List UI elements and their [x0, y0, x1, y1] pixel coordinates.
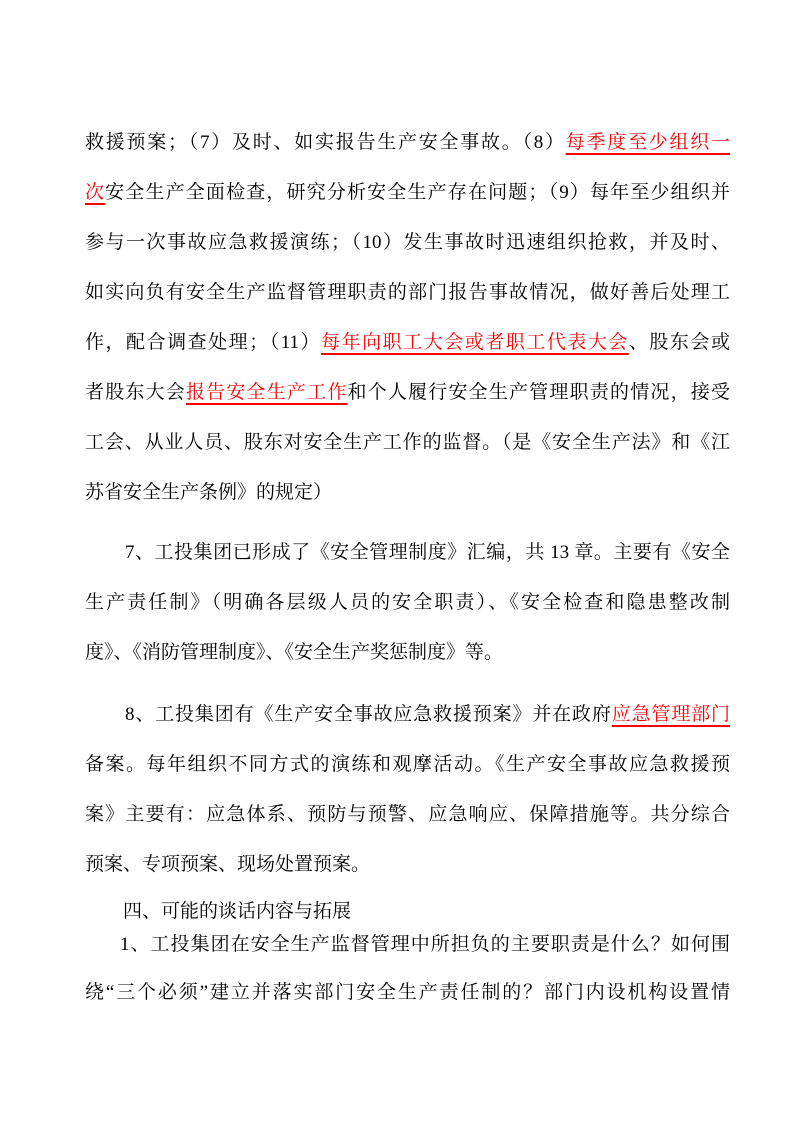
text-line: [85, 268, 730, 318]
body-text: 预案、专项预案、现场处置预案。: [85, 854, 371, 875]
paragraph-item-7: [85, 528, 730, 678]
red-underlined-text: 每季度至少组织一: [565, 132, 730, 153]
text-line: [85, 840, 730, 890]
body-text: 1、工投集团在安全生产监督管理中所担负的主要职责是什么？如何围: [120, 934, 730, 955]
paragraph-safety-duties: [85, 118, 730, 518]
body-text: 者股东大会: [85, 382, 186, 403]
text-line: [85, 921, 730, 969]
text-line: [85, 790, 730, 840]
body-text: 作，配合调查处理；（11）: [85, 332, 322, 353]
text-line: [85, 118, 730, 168]
body-text: 7、工投集团已形成了《安全管理制度》汇编，共 13 章。主要有《安全: [125, 542, 730, 563]
text-line: [85, 628, 730, 678]
body-text: 苏省安全生产条例》的规定）: [85, 482, 333, 503]
document-content: [85, 118, 730, 1017]
text-line: [85, 740, 730, 790]
body-text: 8、工投集团有《生产安全事故应急救援预案》并在政府: [125, 704, 612, 725]
paragraph-item-8: [85, 690, 730, 890]
text-line: [85, 218, 730, 268]
text-line: [85, 690, 730, 740]
body-text: 备案。每年组织不同方式的演练和观摩活动。《生产安全事故应急救援预: [85, 754, 730, 775]
red-underlined-text: 每年向职工大会或者职工代表大会: [321, 332, 629, 353]
text-line: [85, 168, 730, 218]
body-text: 、股东会或: [628, 332, 730, 353]
text-line: [85, 418, 730, 468]
body-text: 绕“三个必须”建立并落实部门安全生产责任制的？部门内设机构设置情: [85, 982, 730, 1003]
body-text: 案》主要有：应急体系、预防与预警、应急响应、保障措施等。共分综合: [85, 804, 730, 825]
body-text: 安全生产全面检查，研究分析安全生产存在问题；（9）每年至少组织并: [105, 182, 730, 203]
text-line: [85, 578, 730, 628]
body-text: 参与一次事故应急救援演练；（10）发生事故时迅速组织抢救，并及时、: [85, 232, 730, 253]
heading-text: 四、可能的谈话内容与拓展: [123, 901, 352, 922]
red-underlined-text: 报告安全生产工作: [185, 382, 348, 403]
body-text: 度》、《消防管理制度》、《安全生产奖惩制度》等。: [85, 642, 504, 663]
red-underlined-text: 次: [85, 182, 106, 203]
body-text: 如实向负有安全生产监督管理职责的部门报告事故情况，做好善后处理工: [85, 282, 730, 303]
text-line: [85, 969, 730, 1017]
text-line: [85, 318, 730, 368]
red-underlined-text: 应急管理部门: [611, 704, 730, 725]
body-text: 和个人履行安全生产管理职责的情况，接受: [347, 382, 730, 403]
body-text: 救援预案；（7）及时、如实报告生产安全事故。（8）: [85, 132, 566, 153]
paragraph-question-1: [85, 921, 730, 1017]
text-line: [85, 468, 730, 518]
body-text: 生产责任制》（明确各层级人员的安全职责）、《安全检查和隐患整改制: [85, 592, 730, 613]
text-line: [85, 368, 730, 418]
text-line: [85, 528, 730, 578]
body-text: 工会、从业人员、股东对安全生产工作的监督。（是《安全生产法》和《江: [85, 432, 730, 453]
